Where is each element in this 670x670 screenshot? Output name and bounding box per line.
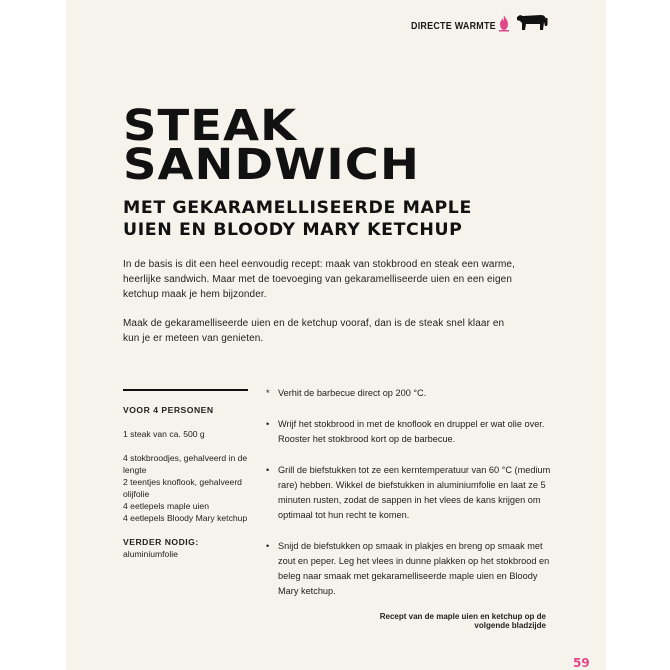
recipe-page xyxy=(66,0,606,670)
method-step xyxy=(266,417,551,447)
method-step xyxy=(266,386,551,401)
ingredient-item: 2 teentjes knoflook, gehalveerd xyxy=(123,477,242,487)
method-step xyxy=(266,463,551,523)
footer-note: Recept van de maple uien en ketchup op de volgende bladzijde xyxy=(379,612,546,630)
subtitle-line: MET GEKARAMELLISEERDE MAPLE xyxy=(123,198,472,218)
extra-item: aluminiumfolie xyxy=(123,549,178,559)
ingredient-group xyxy=(123,428,248,440)
step-text: Wrijf het stokbrood in met de knoflook en druppel er wat olie over. Rooster het stokbrood kort op de barbecue. xyxy=(278,419,545,444)
step-bullet: • xyxy=(266,419,270,429)
section-tag: DIRECTE WARMTE xyxy=(411,20,496,32)
step-text: Grill de biefstukken tot ze een kerntemperatuur van 60 °C (medium rare) hebben. Wikkel de biefstukken in aluminiumfolie en laat ze 5 minuten rusten, zodat de sappen in het vlees de kans krijgen om optimaal tot hun recht te komen. xyxy=(278,465,551,520)
persons-heading: VOOR 4 PERSONEN xyxy=(123,405,214,415)
step-bullet: • xyxy=(266,541,270,551)
intro-paragraph: In de basis is dit een heel eenvoudig recept: maak van stokbrood en steak een warme, heerlijke sandwich. Maar met de toevoeging van gekaramelliseerde uien en een eigen ketchup maak je hem bijzonder. xyxy=(123,259,515,300)
ingredient-group xyxy=(123,452,248,524)
step-bullet: • xyxy=(266,465,270,475)
title-line: SANDWICH xyxy=(123,140,420,190)
extra-heading: VERDER NODIG: xyxy=(123,537,199,547)
cow-icon xyxy=(514,10,550,34)
page-subtitle xyxy=(123,197,472,241)
ingredient-item: olijfolie xyxy=(123,489,150,499)
ingredients-sidebar xyxy=(123,404,248,572)
method-step xyxy=(266,539,551,599)
step-text: Verhit de barbecue direct op 200 °C. xyxy=(278,388,427,398)
flame-icon xyxy=(498,14,510,32)
ingredient-item: 4 eetlepels maple uien xyxy=(123,501,209,511)
step-bullet: * xyxy=(266,388,270,398)
page-number: 59 xyxy=(573,656,590,670)
ingredient-item: 1 steak van ca. 500 g xyxy=(123,429,205,439)
step-text: Snijd de biefstukken op smaak in plakjes en breng op smaak met zout en peper. Leg het vlees in dunne plakken op het stokbrood en beleg naar smaak met gekaramelliseerde maple uien en Bloody Mary ketchup. xyxy=(278,541,550,596)
title-line: STEAK xyxy=(123,101,298,151)
divider xyxy=(123,389,248,391)
ingredient-item: 4 stokbroodjes, gehalveerd in de lengte xyxy=(123,453,248,475)
method-steps xyxy=(266,386,551,615)
intro-paragraph: Maak de gekaramelliseerde uien en de ketchup vooraf, dan is de steak snel klaar en kun je er meteen van genieten. xyxy=(123,318,505,344)
ingredient-item: 4 eetlepels Bloody Mary ketchup xyxy=(123,513,248,523)
page-title xyxy=(123,101,420,190)
subtitle-line: UIEN EN BLOODY MARY KETCHUP xyxy=(123,220,463,240)
